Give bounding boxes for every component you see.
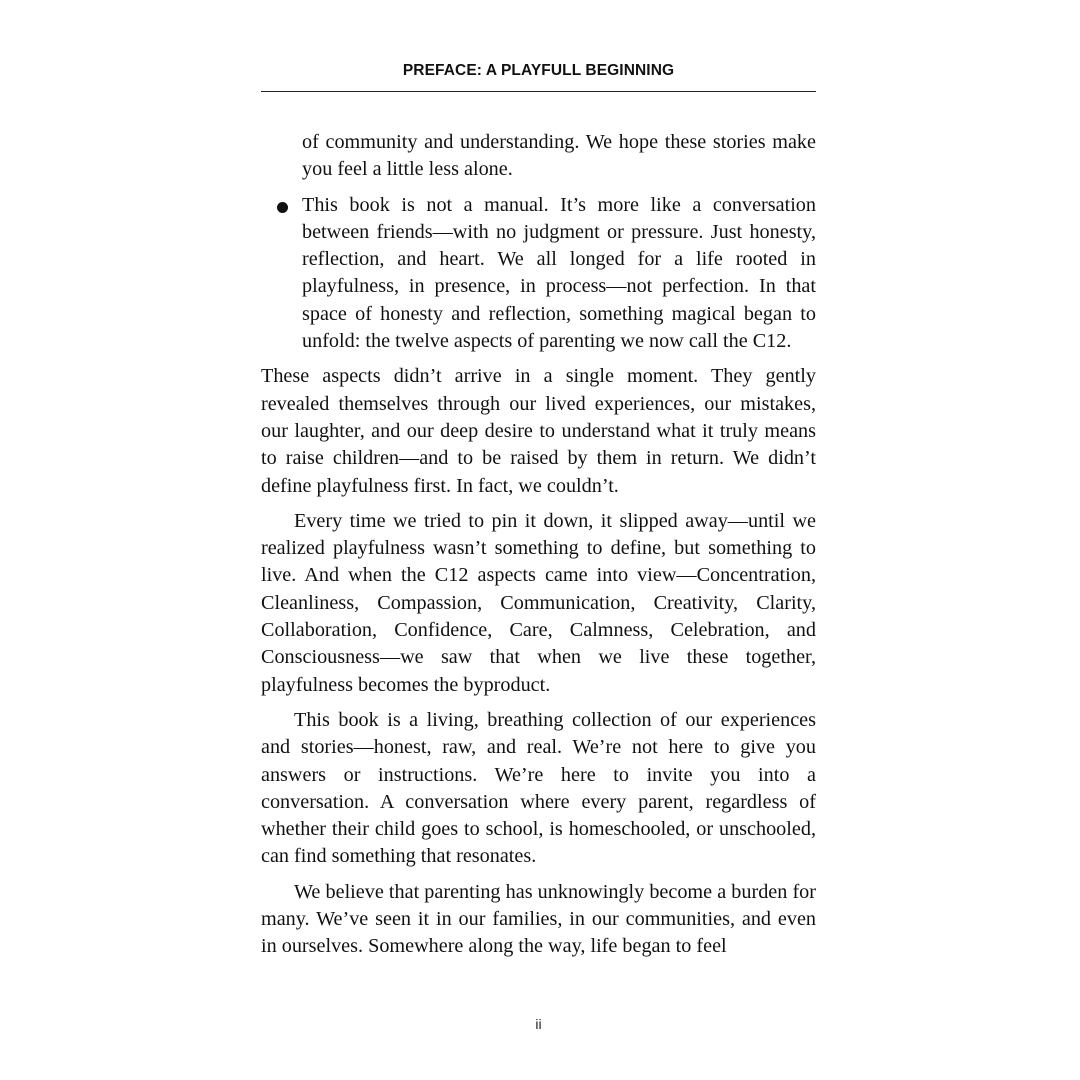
bullet-item bbox=[261, 192, 816, 356]
paragraph-2: Every time we tried to pin it down, it slipped away—until we realized playfulness wasn’t something to define, but something to live. And when the C12 aspects came into view—Concentration, Cleanliness, Compassion, Communication, Creativity, Clarity, Collaboration, Confidence, Care, Calmness, Celebration, and Consciousness—we saw that when we live these together, playfulness becomes the byproduct. bbox=[261, 509, 816, 696]
paragraph-3: This book is a living, breathing collection of our experiences and stories—honest, raw, and real. We’re not here to give you answers or instructions. We’re here to invite you into a conversation. A conversation where every parent, regardless of whether their child goes to school, is homeschooled, or unschooled, can find something that resonates. bbox=[261, 708, 816, 868]
page-body bbox=[261, 129, 816, 969]
continued-bullet-text: of community and understanding. We hope these stories make you feel a little less alone. bbox=[302, 131, 816, 181]
running-header: PREFACE: A PLAYFULL BEGINNING bbox=[402, 62, 675, 79]
bullet-text: This book is not a manual. It’s more like a conversation between friends—with no judgment or pressure. Just honesty, reflection, and heart. We all longed for a life rooted in playfulness, in presence, in process—not perfection. In that space of honesty and reflection, something magical began to unfold: the twelve aspects of parenting we now call the C12. bbox=[302, 193, 816, 353]
bullet-icon bbox=[277, 202, 288, 213]
paragraph-1: These aspects didn’t arrive in a single moment. They gently revealed themselves through our lived experiences, our mistakes, our laughter, and our deep desire to understand what it truly means to raise children—and to be raised by them in return. We didn’t define playfulness first. In fact, we couldn’t. bbox=[261, 365, 816, 497]
header-rule bbox=[261, 91, 816, 92]
page-number: ii bbox=[535, 1016, 542, 1032]
paragraph-4: We believe that parenting has unknowingly become a burden for many. We’ve seen it in our families, in our communities, and even in ourselves. Somewhere along the way, life began to feel bbox=[261, 880, 816, 958]
